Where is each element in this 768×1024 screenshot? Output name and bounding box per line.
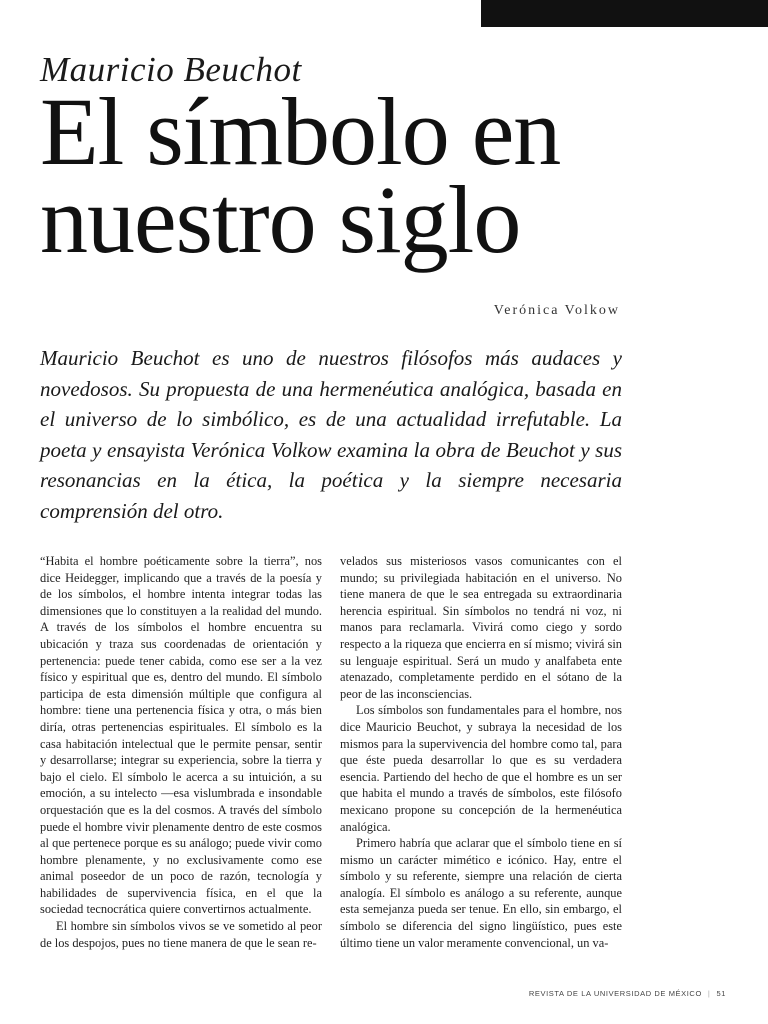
article-title <box>40 78 561 273</box>
byline: Verónica Volkow <box>493 303 620 318</box>
page-footer <box>529 989 726 998</box>
body-paragraph: velados sus misteriosos vasos comunicantes con el mundo; su privilegiada habitación en el universo. No tiene manera de que le sea entregada su extraordinaria herencia espiritual. Sin símbolos no tendrá ni voz, ni manos para reclamarla. Vivirá como ciego y sordo respecto a la riqueza que encierra en sí mismo; vivirá sin su lenguaje espiritual. Será un mudo y analfabeta ente atenazado, completamente perdido en el sótano de la peor de las inconsciencias. <box>340 554 622 701</box>
top-black-bar <box>481 0 768 27</box>
body-paragraph: El hombre sin símbolos vivos se ve sometido al peor de los despojos, pues no tiene manera de que le sean re- <box>40 919 322 950</box>
page-number: 51 <box>716 989 726 998</box>
body-paragraph: Primero habría que aclarar que el símbolo tiene en sí mismo un carácter mimético e icónico. Hay, entre el símbolo y su referente, siempre una relación de cierta analogía. El símbolo es análogo a su referente, aunque esta semejanza pueda ser tenue. En ello, sin embargo, el símbolo se diferencia del signo lingüístico, pues este último tiene un valor meramente convencional, un va- <box>340 836 622 950</box>
footer-separator: | <box>707 989 711 998</box>
body-paragraph: “Habita el hombre poéticamente sobre la tierra”, nos dice Heidegger, implicando que a través de la poesía y de los símbolos, el hombre intenta integrar todas las dimensiones que lo constituyen a la realidad del mundo. A través de los símbolos el hombre encuentra su ubicación y traza sus coordenadas de orientación y pertenencia: puede tener cabida, como ese ser a la vez físico y espiritual que es, dentro del mundo. El símbolo participa de esta dimensión múltiple que configura al hombre: tiene una pertenencia física y otra, o más bien diría, otras pertenencias espirituales. El símbolo es la casa habitación intelectual que le permite pensar, sentir y desarrollarse; integrar su experiencia, sobre la tierra y bajo el cielo. El símbolo le acerca a su intuición, a su emoción, a su intelecto —esa vislumbrada e insondable orquestación que es la del cosmos. A través del símbolo puede el hombre vivir plenamente dentro de este cosmos al que pertenece porque es su análogo; puede vivir como hombre plenamente, y no exclusivamente como ese animal poseedor de un poco de razón, tecnología y habilidades de supervivencia física, en el que la sociedad tecnocrática quiere convertirnos actualmente. <box>40 554 322 917</box>
body-paragraph: Los símbolos son fundamentales para el hombre, nos dice Mauricio Beuchot, y subraya la necesidad de los mismos para la supervivencia del hombre como tal, para que éste pueda desarrollar lo que es su verdadera esencia. Partiendo del hecho de que el hombre es un ser que habita el mundo a través de símbolos, este filósofo mexicano propone su concepción de la hermenéutica analógica. <box>340 703 622 834</box>
title-line-2: nuestro siglo <box>40 166 521 273</box>
title-line-1: El símbolo en <box>40 78 561 185</box>
author-kicker: Mauricio Beuchot <box>40 50 302 89</box>
body-column-left <box>40 553 322 951</box>
body-column-right <box>340 553 622 951</box>
lead-paragraph: Mauricio Beuchot es uno de nuestros filósofos más audaces y novedosos. Su propuesta de una hermenéutica analógica, basada en el universo de lo simbólico, es de una actualidad irrefutable. La poeta y ensayista Verónica Volkow examina la obra de Beuchot y sus resonancias en la ética, la poética y la siempre necesaria comprensión del otro. <box>40 346 622 523</box>
journal-name: REVISTA DE LA UNIVERSIDAD DE MÉXICO <box>528 989 702 998</box>
